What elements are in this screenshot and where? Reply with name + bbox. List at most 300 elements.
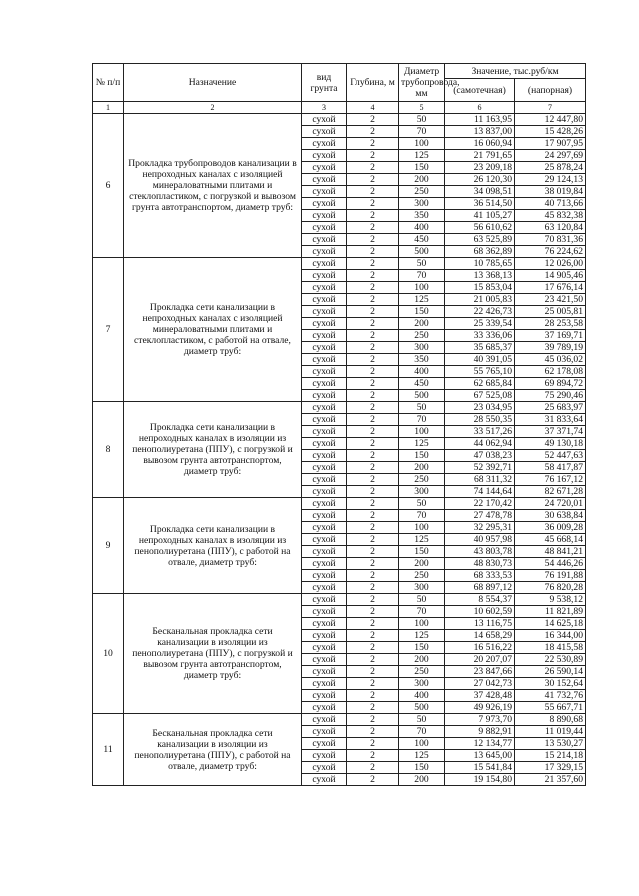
gravity-value-cell: 40 957,98: [445, 534, 515, 546]
gravity-value-cell: 28 550,35: [445, 414, 515, 426]
soil-type-cell: сухой: [302, 162, 347, 174]
gravity-value-cell: 68 897,12: [445, 582, 515, 594]
index-cell: 6: [445, 102, 515, 114]
gravity-value-cell: 19 154,80: [445, 774, 515, 786]
depth-cell: 2: [347, 354, 399, 366]
soil-type-cell: сухой: [302, 210, 347, 222]
pressure-value-cell: 17 907,95: [515, 138, 586, 150]
gravity-value-cell: 33 517,26: [445, 426, 515, 438]
table-row: [93, 114, 586, 126]
group-number: 11: [93, 714, 124, 786]
diameter-cell: 100: [399, 426, 445, 438]
pressure-value-cell: 15 214,18: [515, 750, 586, 762]
diameter-cell: 300: [399, 198, 445, 210]
diameter-cell: 150: [399, 546, 445, 558]
diameter-cell: 100: [399, 618, 445, 630]
depth-cell: 2: [347, 438, 399, 450]
table-row: [93, 258, 586, 270]
diameter-cell: 50: [399, 258, 445, 270]
soil-type-cell: сухой: [302, 138, 347, 150]
soil-type-cell: сухой: [302, 534, 347, 546]
soil-type-cell: сухой: [302, 714, 347, 726]
diameter-cell: 150: [399, 306, 445, 318]
diameter-cell: 100: [399, 282, 445, 294]
soil-type-cell: сухой: [302, 174, 347, 186]
gravity-value-cell: 62 685,84: [445, 378, 515, 390]
soil-type-cell: сухой: [302, 234, 347, 246]
diameter-cell: 70: [399, 726, 445, 738]
index-cell: 3: [302, 102, 347, 114]
gravity-value-cell: 13 116,75: [445, 618, 515, 630]
group-description: Бесканальная прокладка сети канализации в изоляции из пенополиуретана (ППУ), с погрузкой и вывозом грунта автотранспортом, диаметр труб:: [124, 594, 302, 714]
soil-type-cell: сухой: [302, 114, 347, 126]
group-description: Бесканальная прокладка сети канализации в изоляции из пенополиуретана (ППУ), с работой на отвале, диаметр труб:: [124, 714, 302, 786]
soil-type-cell: сухой: [302, 222, 347, 234]
gravity-value-cell: 15 541,84: [445, 762, 515, 774]
diameter-cell: 250: [399, 570, 445, 582]
pressure-value-cell: 9 538,12: [515, 594, 586, 606]
diameter-cell: 125: [399, 294, 445, 306]
diameter-cell: 250: [399, 474, 445, 486]
depth-cell: 2: [347, 474, 399, 486]
gravity-value-cell: 25 339,54: [445, 318, 515, 330]
soil-type-cell: сухой: [302, 762, 347, 774]
gravity-value-cell: 49 926,19: [445, 702, 515, 714]
gravity-value-cell: 13 645,00: [445, 750, 515, 762]
soil-type-cell: сухой: [302, 294, 347, 306]
soil-type-cell: сухой: [302, 486, 347, 498]
gravity-value-cell: 16 516,22: [445, 642, 515, 654]
table-row: [93, 594, 586, 606]
depth-cell: 2: [347, 654, 399, 666]
pressure-value-cell: 30 152,64: [515, 678, 586, 690]
gravity-value-cell: 16 060,94: [445, 138, 515, 150]
gravity-value-cell: 13 837,00: [445, 126, 515, 138]
pressure-value-cell: 8 890,68: [515, 714, 586, 726]
soil-type-cell: сухой: [302, 678, 347, 690]
soil-type-cell: сухой: [302, 618, 347, 630]
diameter-cell: 350: [399, 354, 445, 366]
gravity-value-cell: 43 803,78: [445, 546, 515, 558]
gravity-value-cell: 21 791,65: [445, 150, 515, 162]
gravity-value-cell: 9 882,91: [445, 726, 515, 738]
pressure-value-cell: 45 832,38: [515, 210, 586, 222]
pressure-value-cell: 75 290,46: [515, 390, 586, 402]
soil-type-cell: сухой: [302, 186, 347, 198]
depth-cell: 2: [347, 522, 399, 534]
depth-cell: 2: [347, 258, 399, 270]
pressure-value-cell: 58 417,87: [515, 462, 586, 474]
pressure-value-cell: 52 447,63: [515, 450, 586, 462]
index-cell: 5: [399, 102, 445, 114]
diameter-cell: 300: [399, 486, 445, 498]
depth-cell: 2: [347, 270, 399, 282]
gravity-value-cell: 22 170,42: [445, 498, 515, 510]
depth-cell: 2: [347, 426, 399, 438]
diameter-cell: 450: [399, 234, 445, 246]
diameter-cell: 400: [399, 222, 445, 234]
depth-cell: 2: [347, 378, 399, 390]
depth-cell: 2: [347, 486, 399, 498]
depth-cell: 2: [347, 702, 399, 714]
pressure-value-cell: 22 530,89: [515, 654, 586, 666]
depth-cell: 2: [347, 534, 399, 546]
depth-cell: 2: [347, 186, 399, 198]
group-description: Прокладка трубопроводов канализации в непроходных каналах с изоляцией минераловатными плитами и стеклопластиком, с погрузкой и вывозом грунта автотранспортом, диаметр труб:: [124, 114, 302, 258]
pressure-value-cell: 31 833,64: [515, 414, 586, 426]
soil-type-cell: сухой: [302, 630, 347, 642]
pressure-value-cell: 11 821,89: [515, 606, 586, 618]
pressure-value-cell: 23 421,50: [515, 294, 586, 306]
soil-type-cell: сухой: [302, 654, 347, 666]
gravity-value-cell: 14 658,29: [445, 630, 515, 642]
depth-cell: 2: [347, 330, 399, 342]
group-description: Прокладка сети канализации в непроходных каналах в изоляции из пенополиуретана (ППУ), с работой на отвале, диаметр труб:: [124, 498, 302, 594]
depth-cell: 2: [347, 222, 399, 234]
gravity-value-cell: 68 333,53: [445, 570, 515, 582]
pressure-value-cell: 40 713,66: [515, 198, 586, 210]
group-number: 10: [93, 594, 124, 714]
diameter-cell: 450: [399, 378, 445, 390]
pressure-value-cell: 24 297,69: [515, 150, 586, 162]
soil-type-cell: сухой: [302, 750, 347, 762]
soil-type-cell: сухой: [302, 330, 347, 342]
depth-cell: 2: [347, 678, 399, 690]
diameter-cell: 500: [399, 390, 445, 402]
table-row: [93, 498, 586, 510]
gravity-value-cell: 56 610,62: [445, 222, 515, 234]
depth-cell: 2: [347, 606, 399, 618]
pressure-value-cell: 41 732,76: [515, 690, 586, 702]
header-soil: вид грунта: [302, 64, 347, 102]
diameter-cell: 100: [399, 522, 445, 534]
gravity-value-cell: 37 428,48: [445, 690, 515, 702]
depth-cell: 2: [347, 762, 399, 774]
diameter-cell: 70: [399, 606, 445, 618]
soil-type-cell: сухой: [302, 246, 347, 258]
gravity-value-cell: 10 785,65: [445, 258, 515, 270]
depth-cell: 2: [347, 318, 399, 330]
diameter-cell: 50: [399, 714, 445, 726]
diameter-cell: 125: [399, 150, 445, 162]
pressure-value-cell: 24 720,01: [515, 498, 586, 510]
depth-cell: 2: [347, 294, 399, 306]
gravity-value-cell: 68 311,32: [445, 474, 515, 486]
gravity-value-cell: 13 368,13: [445, 270, 515, 282]
pressure-value-cell: 38 019,84: [515, 186, 586, 198]
diameter-cell: 500: [399, 702, 445, 714]
diameter-cell: 300: [399, 678, 445, 690]
pressure-value-cell: 45 036,02: [515, 354, 586, 366]
gravity-value-cell: 33 336,06: [445, 330, 515, 342]
group-number: 8: [93, 402, 124, 498]
depth-cell: 2: [347, 366, 399, 378]
depth-cell: 2: [347, 726, 399, 738]
depth-cell: 2: [347, 174, 399, 186]
pressure-value-cell: 13 530,27: [515, 738, 586, 750]
soil-type-cell: сухой: [302, 282, 347, 294]
gravity-value-cell: 15 853,04: [445, 282, 515, 294]
group-number: 9: [93, 498, 124, 594]
pressure-value-cell: 45 668,14: [515, 534, 586, 546]
depth-cell: 2: [347, 210, 399, 222]
pressure-value-cell: 49 130,18: [515, 438, 586, 450]
soil-type-cell: сухой: [302, 570, 347, 582]
header-pressure: (напорная): [515, 79, 586, 102]
soil-type-cell: сухой: [302, 414, 347, 426]
diameter-cell: 70: [399, 510, 445, 522]
soil-type-cell: сухой: [302, 594, 347, 606]
gravity-value-cell: 34 098,51: [445, 186, 515, 198]
gravity-value-cell: 47 038,23: [445, 450, 515, 462]
depth-cell: 2: [347, 546, 399, 558]
gravity-value-cell: 48 830,73: [445, 558, 515, 570]
diameter-cell: 70: [399, 270, 445, 282]
pressure-value-cell: 25 005,81: [515, 306, 586, 318]
soil-type-cell: сухой: [302, 126, 347, 138]
diameter-cell: 150: [399, 642, 445, 654]
pressure-value-cell: 76 191,88: [515, 570, 586, 582]
gravity-value-cell: 11 163,95: [445, 114, 515, 126]
diameter-cell: 150: [399, 762, 445, 774]
gravity-value-cell: 68 362,89: [445, 246, 515, 258]
diameter-cell: 400: [399, 690, 445, 702]
depth-cell: 2: [347, 582, 399, 594]
depth-cell: 2: [347, 666, 399, 678]
pressure-value-cell: 54 446,26: [515, 558, 586, 570]
diameter-cell: 50: [399, 114, 445, 126]
soil-type-cell: сухой: [302, 150, 347, 162]
diameter-cell: 200: [399, 654, 445, 666]
index-cell: 1: [93, 102, 124, 114]
pressure-value-cell: 12 447,80: [515, 114, 586, 126]
gravity-value-cell: 63 525,89: [445, 234, 515, 246]
gravity-value-cell: 52 392,71: [445, 462, 515, 474]
pressure-value-cell: 17 329,15: [515, 762, 586, 774]
soil-type-cell: сухой: [302, 582, 347, 594]
pressure-value-cell: 76 167,12: [515, 474, 586, 486]
diameter-cell: 250: [399, 330, 445, 342]
pressure-value-cell: 16 344,00: [515, 630, 586, 642]
pressure-value-cell: 17 676,14: [515, 282, 586, 294]
gravity-value-cell: 10 602,59: [445, 606, 515, 618]
pressure-value-cell: 26 590,14: [515, 666, 586, 678]
diameter-cell: 400: [399, 366, 445, 378]
soil-type-cell: сухой: [302, 510, 347, 522]
pressure-value-cell: 28 253,58: [515, 318, 586, 330]
group-description: Прокладка сети канализации в непроходных каналах с изоляцией минераловатными плитами и стеклопластиком, с работой на отвале, диаметр труб:: [124, 258, 302, 402]
gravity-value-cell: 12 134,77: [445, 738, 515, 750]
gravity-value-cell: 23 034,95: [445, 402, 515, 414]
depth-cell: 2: [347, 558, 399, 570]
depth-cell: 2: [347, 774, 399, 786]
pressure-value-cell: 21 357,60: [515, 774, 586, 786]
diameter-cell: 200: [399, 558, 445, 570]
index-cell: 4: [347, 102, 399, 114]
diameter-cell: 300: [399, 342, 445, 354]
soil-type-cell: сухой: [302, 558, 347, 570]
gravity-value-cell: 21 005,83: [445, 294, 515, 306]
diameter-cell: 200: [399, 774, 445, 786]
soil-type-cell: сухой: [302, 666, 347, 678]
depth-cell: 2: [347, 246, 399, 258]
soil-type-cell: сухой: [302, 606, 347, 618]
diameter-cell: 125: [399, 630, 445, 642]
gravity-value-cell: 26 120,30: [445, 174, 515, 186]
soil-type-cell: сухой: [302, 738, 347, 750]
header-gravity: (самотечная): [445, 79, 515, 102]
diameter-cell: 100: [399, 138, 445, 150]
depth-cell: 2: [347, 150, 399, 162]
header-num: № п/п: [93, 64, 124, 102]
pressure-value-cell: 82 671,28: [515, 486, 586, 498]
diameter-cell: 125: [399, 750, 445, 762]
gravity-value-cell: 35 685,37: [445, 342, 515, 354]
depth-cell: 2: [347, 162, 399, 174]
pressure-value-cell: 70 831,36: [515, 234, 586, 246]
gravity-value-cell: 20 207,07: [445, 654, 515, 666]
soil-type-cell: сухой: [302, 366, 347, 378]
index-cell: 2: [124, 102, 302, 114]
depth-cell: 2: [347, 402, 399, 414]
pressure-value-cell: 63 120,84: [515, 222, 586, 234]
pressure-value-cell: 18 415,58: [515, 642, 586, 654]
gravity-value-cell: 23 847,66: [445, 666, 515, 678]
depth-cell: 2: [347, 198, 399, 210]
soil-type-cell: сухой: [302, 378, 347, 390]
gravity-value-cell: 74 144,64: [445, 486, 515, 498]
diameter-cell: 250: [399, 666, 445, 678]
soil-type-cell: сухой: [302, 390, 347, 402]
depth-cell: 2: [347, 630, 399, 642]
soil-type-cell: сухой: [302, 438, 347, 450]
diameter-cell: 150: [399, 162, 445, 174]
header-row: [93, 64, 586, 79]
diameter-cell: 150: [399, 450, 445, 462]
diameter-cell: 500: [399, 246, 445, 258]
group-description: Прокладка сети канализации в непроходных каналах в изоляции из пенополиуретана (ППУ), с погрузкой и вывозом грунта автотранспортом, диаметр труб:: [124, 402, 302, 498]
gravity-value-cell: 41 105,27: [445, 210, 515, 222]
soil-type-cell: сухой: [302, 642, 347, 654]
diameter-cell: 250: [399, 186, 445, 198]
soil-type-cell: сухой: [302, 354, 347, 366]
pressure-value-cell: 29 124,13: [515, 174, 586, 186]
diameter-cell: 100: [399, 738, 445, 750]
depth-cell: 2: [347, 594, 399, 606]
pressure-value-cell: 11 019,44: [515, 726, 586, 738]
gravity-value-cell: 32 295,31: [445, 522, 515, 534]
header-value: Значение, тыс.руб/км: [445, 64, 586, 79]
pressure-value-cell: 14 625,18: [515, 618, 586, 630]
group-number: 6: [93, 114, 124, 258]
gravity-value-cell: 44 062,94: [445, 438, 515, 450]
gravity-value-cell: 23 209,18: [445, 162, 515, 174]
pressure-value-cell: 30 638,84: [515, 510, 586, 522]
pressure-value-cell: 36 009,28: [515, 522, 586, 534]
gravity-value-cell: 67 525,08: [445, 390, 515, 402]
depth-cell: 2: [347, 462, 399, 474]
depth-cell: 2: [347, 390, 399, 402]
depth-cell: 2: [347, 714, 399, 726]
soil-type-cell: сухой: [302, 726, 347, 738]
diameter-cell: 200: [399, 462, 445, 474]
diameter-cell: 350: [399, 210, 445, 222]
soil-type-cell: сухой: [302, 198, 347, 210]
diameter-cell: 50: [399, 498, 445, 510]
table-row: [93, 714, 586, 726]
gravity-value-cell: 55 765,10: [445, 366, 515, 378]
gravity-value-cell: 22 426,73: [445, 306, 515, 318]
diameter-cell: 200: [399, 174, 445, 186]
soil-type-cell: сухой: [302, 306, 347, 318]
depth-cell: 2: [347, 282, 399, 294]
diameter-cell: 50: [399, 594, 445, 606]
depth-cell: 2: [347, 450, 399, 462]
gravity-value-cell: 27 478,78: [445, 510, 515, 522]
header-purpose: Назначение: [124, 64, 302, 102]
depth-cell: 2: [347, 690, 399, 702]
pressure-value-cell: 76 820,28: [515, 582, 586, 594]
soil-type-cell: сухой: [302, 522, 347, 534]
soil-type-cell: сухой: [302, 318, 347, 330]
table-row: [93, 402, 586, 414]
pressure-value-cell: 55 667,71: [515, 702, 586, 714]
soil-type-cell: сухой: [302, 474, 347, 486]
pressure-value-cell: 69 894,72: [515, 378, 586, 390]
pressure-value-cell: 15 428,26: [515, 126, 586, 138]
pressure-value-cell: 39 789,19: [515, 342, 586, 354]
depth-cell: 2: [347, 750, 399, 762]
index-row: [93, 102, 586, 114]
pressure-value-cell: 25 683,97: [515, 402, 586, 414]
depth-cell: 2: [347, 306, 399, 318]
pressure-value-cell: 14 905,46: [515, 270, 586, 282]
header-depth: Глубина, м: [347, 64, 399, 102]
group-number: 7: [93, 258, 124, 402]
depth-cell: 2: [347, 138, 399, 150]
pressure-value-cell: 37 169,71: [515, 330, 586, 342]
gravity-value-cell: 27 042,73: [445, 678, 515, 690]
depth-cell: 2: [347, 738, 399, 750]
depth-cell: 2: [347, 570, 399, 582]
diameter-cell: 300: [399, 582, 445, 594]
diameter-cell: 70: [399, 414, 445, 426]
diameter-cell: 200: [399, 318, 445, 330]
depth-cell: 2: [347, 498, 399, 510]
pressure-value-cell: 48 841,21: [515, 546, 586, 558]
soil-type-cell: сухой: [302, 690, 347, 702]
soil-type-cell: сухой: [302, 426, 347, 438]
pressure-value-cell: 62 178,08: [515, 366, 586, 378]
soil-type-cell: сухой: [302, 546, 347, 558]
soil-type-cell: сухой: [302, 270, 347, 282]
depth-cell: 2: [347, 618, 399, 630]
soil-type-cell: сухой: [302, 702, 347, 714]
depth-cell: 2: [347, 114, 399, 126]
diameter-cell: 70: [399, 126, 445, 138]
soil-type-cell: сухой: [302, 258, 347, 270]
soil-type-cell: сухой: [302, 402, 347, 414]
depth-cell: 2: [347, 510, 399, 522]
depth-cell: 2: [347, 234, 399, 246]
soil-type-cell: сухой: [302, 498, 347, 510]
gravity-value-cell: 8 554,37: [445, 594, 515, 606]
pressure-value-cell: 37 371,74: [515, 426, 586, 438]
depth-cell: 2: [347, 642, 399, 654]
diameter-cell: 50: [399, 402, 445, 414]
diameter-cell: 125: [399, 438, 445, 450]
pressure-value-cell: 12 026,00: [515, 258, 586, 270]
